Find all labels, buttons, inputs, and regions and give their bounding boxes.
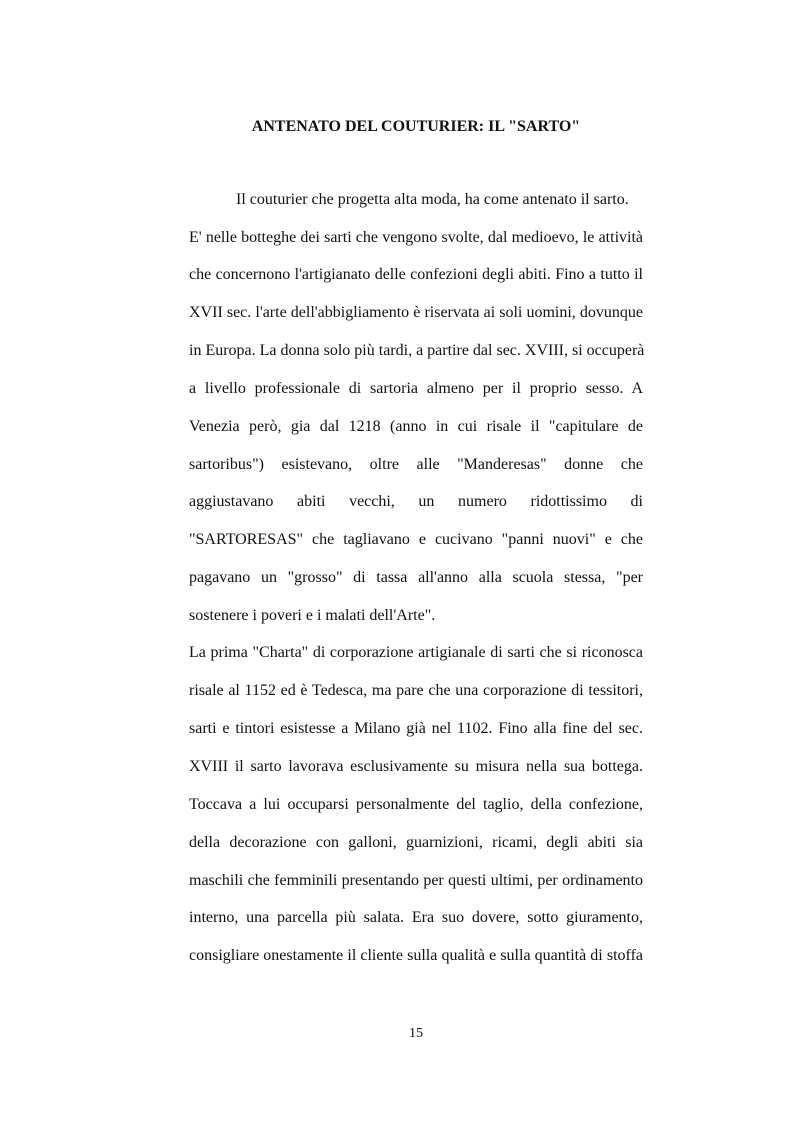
text-line: XVIII il sarto lavorava esclusivamente su misura nella sua bottega. xyxy=(189,758,643,775)
text-line: Il couturier che progetta alta moda, ha come antenato il sarto. xyxy=(236,191,629,208)
text-line: risale al 1152 ed è Tedesca, ma pare che una corporazione di tessitori, xyxy=(189,682,643,699)
text-line: in Europa. La donna solo più tardi, a partire dal sec. XVIII, si occuperà xyxy=(189,342,645,359)
text-line: La prima "Charta" di corporazione artigianale di sarti che si riconosca xyxy=(189,644,643,661)
text-line: aggiustavano abiti vecchi, un numero ridottissimo di xyxy=(189,493,643,510)
page-number: 15 xyxy=(409,1026,423,1041)
text-line: XVII sec. l'arte dell'abbigliamento è riservata ai soli uomini, dovunque xyxy=(189,304,643,321)
page-title: ANTENATO DEL COUTURIER: IL "SARTO" xyxy=(251,118,581,135)
text-line: "SARTORESAS" che tagliavano e cucivano "panni nuovi" e che xyxy=(189,531,643,548)
text-line: consigliare onestamente il cliente sulla qualità e sulla quantità di stoffa xyxy=(189,947,643,964)
text-line: a livello professionale di sartoria almeno per il proprio sesso. A xyxy=(189,380,643,397)
text-line: sostenere i poveri e i malati dell'Arte". xyxy=(189,607,436,624)
text-line: Venezia però, gia dal 1218 (anno in cui risale il "capitulare de xyxy=(189,418,643,435)
text-line: Toccava a lui occuparsi personalmente del taglio, della confezione, xyxy=(189,796,643,813)
text-line: pagavano un "grosso" di tassa all'anno alla scuola stessa, "per xyxy=(189,569,643,586)
text-line: che concernono l'artigianato delle confezioni degli abiti. Fino a tutto il xyxy=(189,266,643,283)
text-line: interno, una parcella più salata. Era suo dovere, sotto giuramento, xyxy=(189,909,643,926)
text-line: sarti e tintori esistesse a Milano già nel 1102. Fino alla fine del sec. xyxy=(189,720,643,737)
text-line: maschili che femminili presentando per questi ultimi, per ordinamento xyxy=(189,872,643,889)
text-line: E' nelle botteghe dei sarti che vengono svolte, dal medioevo, le attività xyxy=(189,229,643,246)
text-line: sartoribus") esistevano, oltre alle "Manderesas" donne che xyxy=(189,456,643,473)
text-line: della decorazione con galloni, guarnizioni, ricami, degli abiti sia xyxy=(189,834,643,851)
